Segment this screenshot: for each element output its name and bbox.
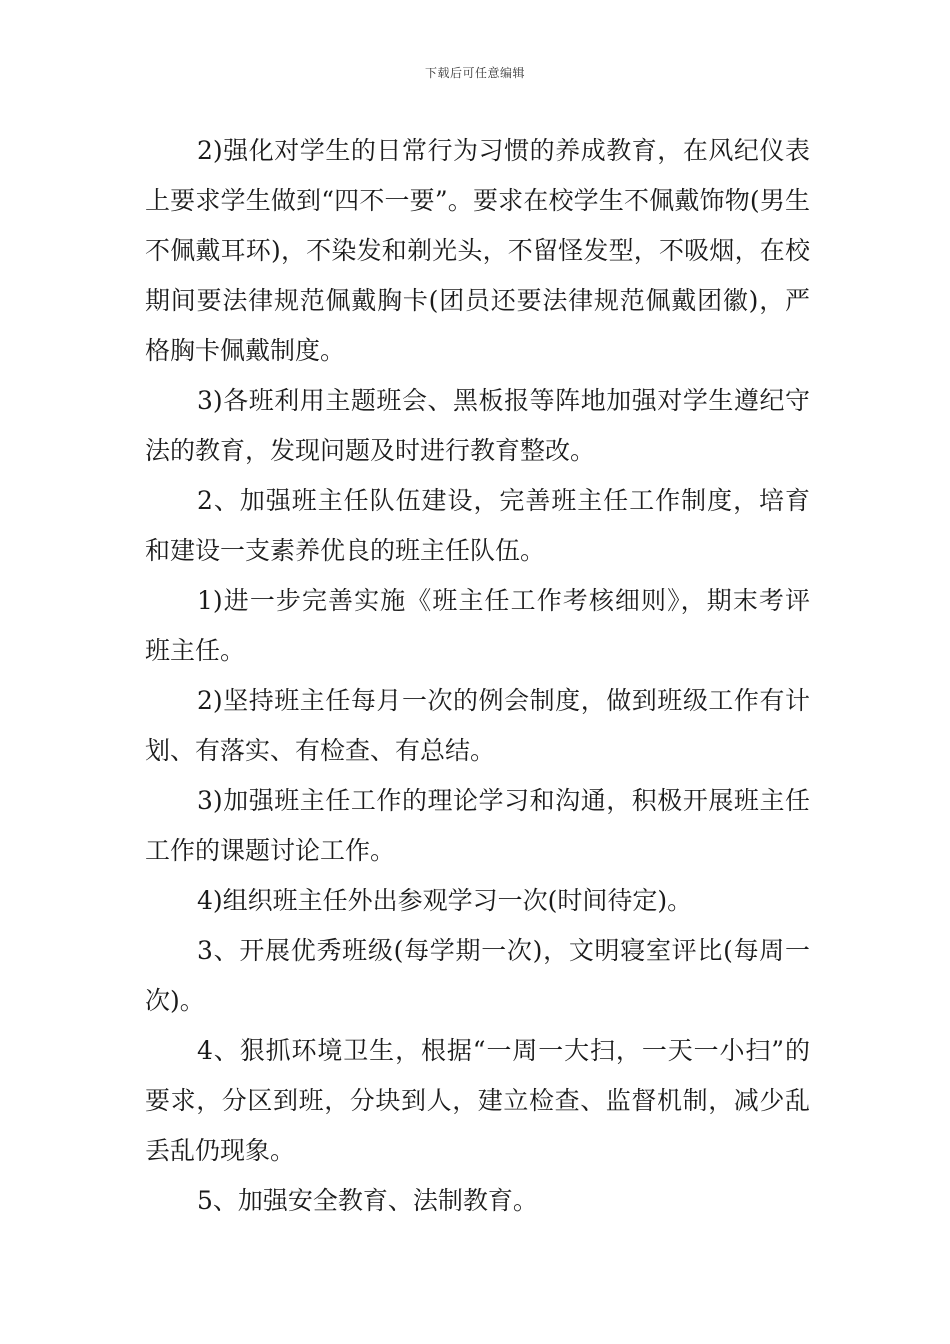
paragraph-head-teacher-team: 2、加强班主任队伍建设，完善班主任工作制度，培育和建设一支素养优良的班主任队伍。 [145, 486, 810, 565]
paragraph-class-meetings: 3)各班利用主题班会、黑板报等阵地加强对学生遵纪守法的教育，发现问题及时进行教育整改。 [145, 386, 810, 465]
paragraph-monthly-meeting: 2)坚持班主任每月一次的例会制度，做到班级工作有计划、有落实、有检查、有总结。 [145, 686, 810, 765]
page-header: 下载后可任意编辑 [424, 66, 525, 80]
paragraph-environment-hygiene: 4、狠抓环境卫生，根据“一周一大扫，一天一小扫”的要求，分区到班，分块到人，建立检查、监督机制，减少乱丢乱仍现象。 [145, 1036, 810, 1165]
paragraph-safety-education: 5、加强安全教育、法制教育。 [197, 1186, 538, 1215]
document-body [145, 126, 810, 1226]
paragraph-behavior-habits: 2)强化对学生的日常行为习惯的养成教育，在风纪仪表上要求学生做到“四不一要”。要求在校学生不佩戴饰物(男生不佩戴耳环)，不染发和剃光头，不留怪发型，不吸烟，在校期间要法律规范佩戴胸卡(团员还要法律规范佩戴团徽)，严格胸卡佩戴制度。 [145, 136, 810, 365]
paragraph-class-evaluation: 3、开展优秀班级(每学期一次)，文明寝室评比(每周一次)。 [145, 936, 810, 1015]
paragraph-field-trip: 4)组织班主任外出参观学习一次(时间待定)。 [197, 886, 693, 915]
paragraph-theory-study: 3)加强班主任工作的理论学习和沟通，积极开展班主任工作的课题讨论工作。 [145, 786, 810, 865]
paragraph-assessment-rules: 1)进一步完善实施《班主任工作考核细则》，期末考评班主任。 [145, 586, 810, 665]
